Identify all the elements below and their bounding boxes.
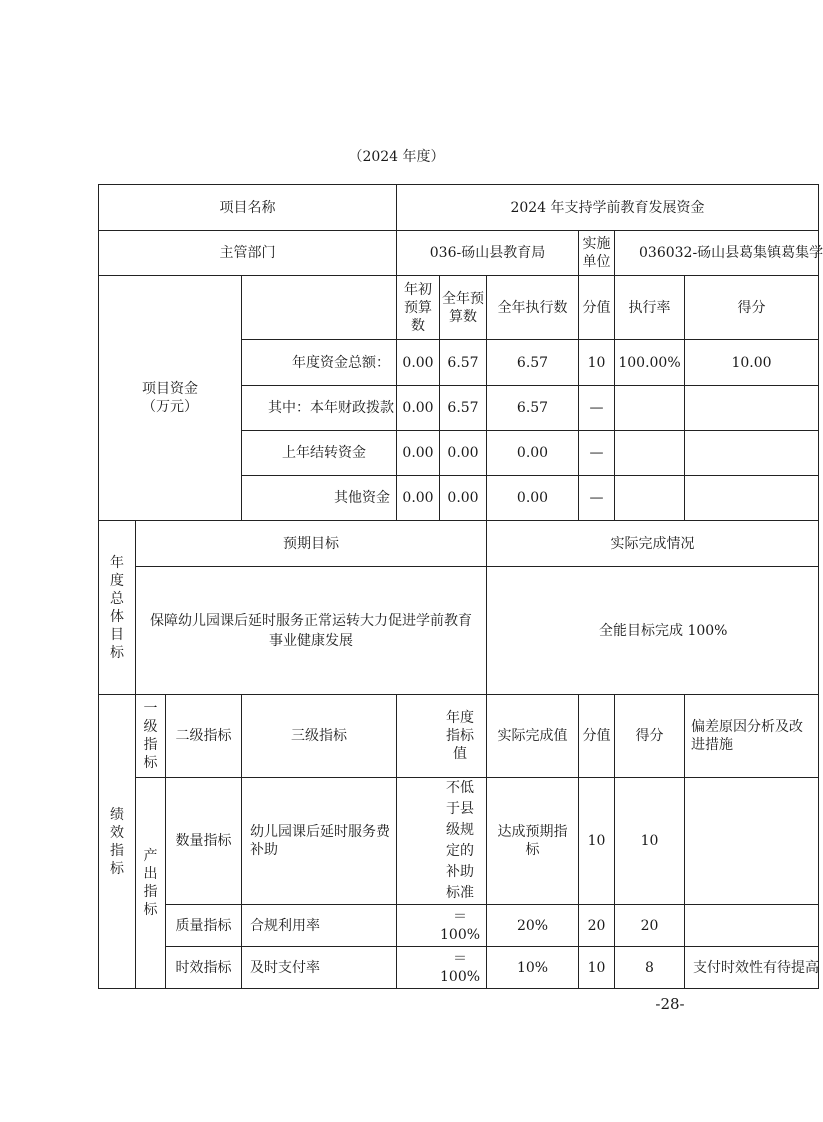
- indicator-level3: 及时支付率: [242, 947, 397, 989]
- project-name-label: 项目名称: [99, 185, 397, 231]
- performance-indicators-label: 绩效指标: [99, 695, 136, 989]
- header-level3-indicator: 三级指标: [242, 695, 397, 778]
- funds-row-score: [685, 476, 819, 521]
- annual-goal-label: 年度总体目标: [99, 521, 136, 695]
- funds-row-rate: 100.00%: [615, 340, 685, 386]
- indicator-row: [99, 778, 819, 905]
- implementing-unit-label: 实施单位: [579, 231, 615, 276]
- indicator-score: 20: [615, 905, 685, 947]
- actual-completion-text: 全能目标完成 100%: [487, 567, 819, 695]
- indicator-row: [99, 947, 819, 989]
- department-row: [99, 231, 819, 276]
- funds-row-weight: —: [579, 431, 615, 476]
- indicators-header-row: [99, 695, 819, 778]
- funds-row-score: [685, 431, 819, 476]
- project-name-value: 2024 年支持学前教育发展资金: [397, 185, 819, 231]
- department-label: 主管部门: [99, 231, 397, 276]
- performance-evaluation-table: [98, 184, 823, 989]
- header-actual-value: 实际完成值: [487, 695, 579, 778]
- funds-row-name: 年度资金总额：: [242, 340, 397, 386]
- header-deviation-analysis: 偏差原因分析及改进措施: [685, 695, 819, 778]
- indicator-actual: 10%: [487, 947, 579, 989]
- funds-row-name: 其他资金: [242, 476, 397, 521]
- indicator-weight: 10: [579, 947, 615, 989]
- funds-row-start: 0.00: [397, 340, 440, 386]
- indicator-level2: 数量指标: [166, 778, 242, 905]
- header-rate: 执行率: [615, 276, 685, 340]
- funds-header-row: [99, 276, 819, 340]
- project-name-row: [99, 185, 819, 231]
- indicator-row: [99, 905, 819, 947]
- performance-table-wrapper: [98, 184, 823, 988]
- funds-row-exec: 0.00: [487, 476, 579, 521]
- indicator-target: ＝100%: [397, 905, 487, 947]
- funds-row-rate: [615, 476, 685, 521]
- page-number: -28-: [655, 995, 685, 1013]
- indicator-actual: 20%: [487, 905, 579, 947]
- expected-goal-text: 保障幼儿园课后延时服务正常运转大力促进学前教育事业健康发展: [136, 567, 487, 695]
- header-level2-indicator: 二级指标: [166, 695, 242, 778]
- annual-goal-header-row: [99, 521, 819, 567]
- funds-row-exec: 6.57: [487, 386, 579, 431]
- funds-row-exec: 0.00: [487, 431, 579, 476]
- funds-row-exec: 6.57: [487, 340, 579, 386]
- indicator-weight: 10: [579, 778, 615, 905]
- project-funds-label: 项目资金 （万元）: [99, 276, 242, 521]
- annual-goal-content-row: [99, 567, 819, 695]
- indicator-target: 不低于县级规定的补助标准: [397, 778, 487, 905]
- indicator-weight: 20: [579, 905, 615, 947]
- funds-row-weight: —: [579, 386, 615, 431]
- indicator-deviation: [685, 778, 819, 905]
- indicator-deviation: [685, 905, 819, 947]
- header-indicator-weight: 分值: [579, 695, 615, 778]
- funds-row-score: [685, 386, 819, 431]
- funds-row-rate: [615, 431, 685, 476]
- indicator-actual: 达成预期指标: [487, 778, 579, 905]
- department-value: 036-砀山县教育局: [397, 231, 579, 276]
- header-annual-target: 年度指标值: [397, 695, 487, 778]
- funds-row-full: 0.00: [440, 431, 487, 476]
- indicator-target: ＝100%: [397, 947, 487, 989]
- funds-row-weight: —: [579, 476, 615, 521]
- funds-row-name: 其中：本年财政拨款: [242, 386, 397, 431]
- indicator-level2: 质量指标: [166, 905, 242, 947]
- implementing-unit-value: 036032-砀山县葛集镇葛集学: [615, 231, 819, 276]
- funds-row-start: 0.00: [397, 476, 440, 521]
- header-level1-indicator: 一级指标: [136, 695, 166, 778]
- funds-row-start: 0.00: [397, 431, 440, 476]
- funds-row-full: 6.57: [440, 340, 487, 386]
- indicator-level3: 合规利用率: [242, 905, 397, 947]
- report-year-subtitle: （2024 年度）: [348, 149, 445, 165]
- header-score: 得分: [685, 276, 819, 340]
- funds-row-weight: 10: [579, 340, 615, 386]
- funds-row-score: 10.00: [685, 340, 819, 386]
- funds-row-full: 0.00: [440, 476, 487, 521]
- funds-row-name: 上年结转资金: [242, 431, 397, 476]
- funds-header-blank: [242, 276, 397, 340]
- header-weight: 分值: [579, 276, 615, 340]
- header-executed: 全年执行数: [487, 276, 579, 340]
- actual-completion-header: 实际完成情况: [487, 521, 819, 567]
- header-indicator-score: 得分: [615, 695, 685, 778]
- funds-row-start: 0.00: [397, 386, 440, 431]
- indicator-level3: 幼儿园课后延时服务费补助: [242, 778, 397, 905]
- level1-output-indicator: 产出指标: [136, 778, 166, 989]
- indicator-level2: 时效指标: [166, 947, 242, 989]
- header-budget-start: 年初预算数: [397, 276, 440, 340]
- header-budget-full: 全年预算数: [440, 276, 487, 340]
- expected-goal-header: 预期目标: [136, 521, 487, 567]
- funds-row-full: 6.57: [440, 386, 487, 431]
- indicator-score: 8: [615, 947, 685, 989]
- indicator-deviation: 支付时效性有待提高: [685, 947, 819, 989]
- indicator-score: 10: [615, 778, 685, 905]
- funds-row-rate: [615, 386, 685, 431]
